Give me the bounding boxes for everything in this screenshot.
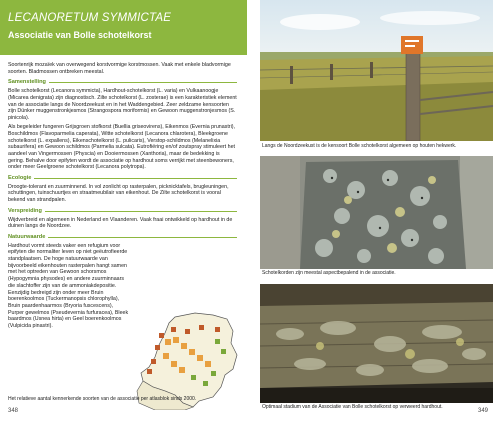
ecologie-heading: Ecologie (8, 175, 32, 182)
page-number-left: 348 (8, 408, 19, 414)
distribution-map (135, 309, 248, 410)
natuurwaarde-paragraph: Hardhout vormt steeds vaker een refugium voor epifyten die normaliter leven op niet geëutrofieerde standplaatsen. De hoge natuurwaarde van bijvoorbeeld eikenhouten rasterpalen hangt samen met het optreden van Gewoon schorsmos (Hypogymnia physodes) en andere zuurminnaars die slachtoffer zijn van de ammoniakdepositie. Eenzijdig bedreigd zijn onder meer Bruin boerenkoolmos (Tuckermanopsis chlorophylla), Bruin paardenhaarmos (Bryoria fuscescens), Purper gewelmos (Pseudevernia furfuracea), Bleek baardmos (Usnea hirta) en Geel boerenkoolmos (Vulpicida pinastri). (8, 242, 129, 330)
section-divider (34, 178, 237, 179)
ecologie-paragraph: Droogte-tolerant en zuurminnend. In vol zonlicht op rasterpalen, picknicktafels, brugleuningen, schuttingen, tuinschuurtjes en straatmeubilair van eikenhout. De Ziltе schotelkorst is vooral bekend van strandpalen. (8, 183, 229, 204)
photo2-caption: Schotelkorden zijn meestal aspectbepalend in de associatie. (262, 270, 396, 276)
section-divider (45, 211, 237, 212)
ecologie-heading-row (8, 175, 237, 182)
verspreiding-heading-row (8, 208, 237, 215)
photo-weathered-hardwood (260, 284, 493, 403)
association-title: LECANORETUM SYMMICTAE (8, 12, 172, 24)
association-subtitle: Associatie van Bolle schotelkorst (8, 30, 152, 40)
chapter-header (0, 0, 247, 55)
section-divider (49, 82, 237, 83)
page-number-right: 349 (478, 408, 489, 414)
map-caption: Het relatieve aantal kennerkende soorten van de associatie per atlasblok sinds 2000. (8, 396, 197, 402)
photo1-caption: Langs de Noordzeekust is de kensoort Bolle schotelkorst algemeen op houten hekwerk. (262, 143, 457, 149)
verspreiding-heading: Verspreiding (8, 207, 42, 214)
verspreiding-paragraph: Wijdverbreid en algemeen in Nederland en Vlaanderen. Vaak fraai ontwikkeld op hardhout in de duinen langs de Noordzee. (8, 216, 233, 230)
photo-lichen-post (260, 156, 493, 269)
natuurwaarde-heading-row (8, 234, 237, 241)
samenstelling-heading-row (8, 79, 237, 86)
photo3-caption: Optimaal stadium van de Associatie van Bolle schotelkorst op verweerd hardhout. (262, 404, 443, 410)
natuurwaarde-heading: Natuurwaarde (8, 233, 46, 240)
samenstelling-paragraph-1: Bolle schotelkorst (Lecanora symmicta), Hardhout-schotelkorst (L. varia) en Vulkaanoogje (Micarea denigrata) zijn diagnostisch. Ziltе schotelkorst (L. zosterae) is een karakteristiek element van de associatie langs de Noordzeekust en in het Waddengebied. Zeer zeldzame kensoorten zijn Dünker muggenstronkjesmos (Strangospora moriformis) en Gewoon muggenstronjesmos (S. pinicola). (8, 88, 237, 121)
samenstelling-paragraph-2: Als begeleider fungeren Grijsgroen stofkorst (Buellia griseovirens), Eikenmos (Evernia prunastri), Boschildmos (Flavoparmelia caperata), Witte schotelkorst (Lecanora chlarotera), Bleekgroene schotelkorst (L. expallens), Eikenschotelkorst (L. pulicaris), Verstop-schildmos (Melanelixia subaurifera) en Gewoon schildmos (Parmelia sulcata). Eutrofiëring en/of zoutspray stimuleert het aandeel van Vingermossen (Physcia) en Dooiermossen (Xanthoria), maar de bedekking is gering. Behalve door epifyten wordt de associatie op hardhout soms verrijkt met steenbewoners, onder meer Geelgroene schotelkorst (Lecanora polytropa). (8, 124, 235, 171)
photo-coastal-fence (260, 0, 493, 141)
samenstelling-heading: Samenstelling (8, 79, 46, 86)
intro-paragraph: Soortenrijk mozaïek van overwegend korstvormige korstmossen. Vaak met enkele bladvormige soorten. Bladmossen ontbreken meestal. (8, 62, 231, 75)
section-divider (48, 237, 237, 238)
left-text-column (8, 62, 237, 332)
